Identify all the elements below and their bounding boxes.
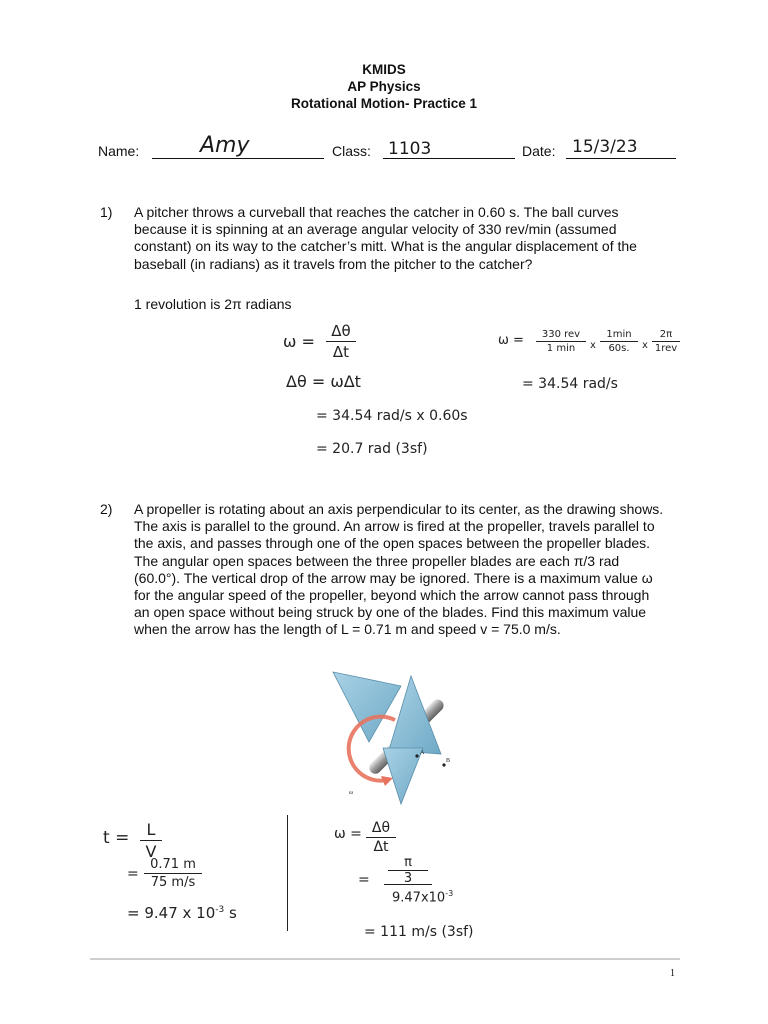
q2-left-num2: 0.71 m (150, 857, 196, 872)
q2-pi-over-3 (388, 856, 428, 885)
class-label: Class: (332, 143, 371, 159)
q1-line3: = 34.54 rad/s x 0.60s (316, 408, 468, 424)
q1-conv-result: = 34.54 rad/s (522, 376, 618, 392)
point-a (415, 754, 418, 757)
q2-number: 2) (100, 501, 113, 517)
q2-text: A propeller is rotating about an axis perpendicular to its center, as the drawing shows. The axis is parallel to the ground. An arrow is fired at the propeller, travels parallel to the axis, and passes through one of the open spaces between the propeller blades. The angular open spaces between the three propeller blades are each π/3 rad (60.0°). The vertical drop of the arrow may be ignored. There is a maximum value ω for the angular speed of the propeller, beyond which the arrow cannot pass through an open space without being struck by one of the blades. Find this maximum value when the arrow has the length of L = 0.71 m and speed v = 75.0 m/s. (134, 501, 664, 638)
q2-right-result: = 111 m/s (3sf) (364, 924, 474, 940)
q1-conv-d1: 1 min (546, 343, 576, 354)
q1-number: 1) (100, 204, 113, 220)
blade-upper-left (333, 672, 401, 742)
fraction-bar (600, 341, 638, 342)
date-underline (566, 158, 676, 159)
propeller-figure (325, 668, 475, 810)
name-label: Name: (98, 143, 140, 159)
q1-line2: Δθ = ωΔt (286, 372, 361, 391)
q1-conv-frac2 (600, 329, 638, 354)
main-fraction-bar (384, 884, 432, 885)
label-omega: ω (349, 790, 353, 796)
subject-title: AP Physics (347, 79, 421, 94)
page-number: 1 (670, 968, 675, 979)
q1-dt: Δt (332, 343, 350, 361)
name-underline (152, 158, 324, 159)
q1-conv-frac1 (536, 329, 586, 354)
date-value: 15/3/23 (572, 137, 638, 157)
q1-conv-x2: x (642, 340, 648, 351)
q2-t-eq: t = (103, 828, 130, 848)
q2-left-unit3: s (229, 904, 237, 922)
label-a: A (420, 750, 425, 756)
q2-left-eq3 (127, 904, 237, 922)
q1-conv-x1: x (590, 340, 596, 351)
q2-omega-eq: ω = (334, 826, 362, 842)
q2-L: L (146, 820, 156, 839)
q1-conv-n3: 2π (659, 329, 673, 340)
q2-dtheta: Δθ (371, 820, 391, 836)
q2-left-exp3: -3 (215, 905, 225, 915)
q1-dtheta: Δθ (331, 322, 351, 340)
fraction-bar (652, 341, 680, 342)
q2-right-denominator (392, 889, 453, 905)
q2-t-fraction (140, 820, 162, 861)
q1-conv-d3: 1rev (654, 343, 678, 354)
q2-den-exp: -3 (445, 889, 454, 898)
q1-conv-n2: 1min (606, 329, 632, 340)
q2-omega-fraction (366, 820, 396, 855)
q2-V: V (145, 842, 157, 861)
date-label: Date: (522, 143, 556, 159)
q1-conv-omega: ω = (498, 333, 524, 348)
fraction-bar (140, 840, 162, 841)
footer-rule (90, 958, 680, 960)
class-value: 1103 (388, 139, 432, 159)
q1-omega-fraction (326, 322, 356, 361)
q2-left-eq3-text: = 9.47 x 10 (127, 904, 216, 922)
q1-conv-frac3 (652, 329, 680, 354)
q2-left-eq2: = (127, 866, 139, 882)
q2-left-fraction2 (144, 857, 202, 890)
label-b: B (446, 758, 451, 764)
q2-right-eq2: = (358, 872, 370, 888)
q2-dt: Δt (373, 839, 389, 855)
q1-omega-label: ω = (283, 332, 315, 351)
q1-conv-n1: 330 rev (541, 329, 581, 340)
fraction-bar (144, 873, 202, 874)
work-divider (287, 815, 288, 931)
q1-conv-d2: 60s. (608, 343, 630, 354)
q2-left-den2: 75 m/s (150, 875, 196, 890)
q1-text: A pitcher throws a curveball that reaches the catcher in 0.60 s. The ball curves because it is spinning at an average angular velocity of 330 rev/min (assumed constant) on its way to the catcher’s mitt. What is the angular displacement of the baseball (in radians) as it travels from the pitcher to the catcher? (134, 204, 637, 272)
fraction-bar (536, 341, 586, 342)
fraction-bar (366, 837, 396, 838)
q1-line4: = 20.7 rad (3sf) (316, 441, 428, 457)
q2-pi: π (404, 855, 412, 870)
school-name: KMIDS (362, 62, 406, 77)
worksheet-title: Rotational Motion- Practice 1 (290, 96, 478, 111)
name-value: Amy (200, 133, 250, 158)
q2-den-base: 9.47x10 (392, 890, 446, 906)
q1-hint: 1 revolution is 2π radians (134, 296, 292, 312)
q2-three: 3 (403, 871, 413, 886)
fraction-bar (326, 341, 356, 342)
